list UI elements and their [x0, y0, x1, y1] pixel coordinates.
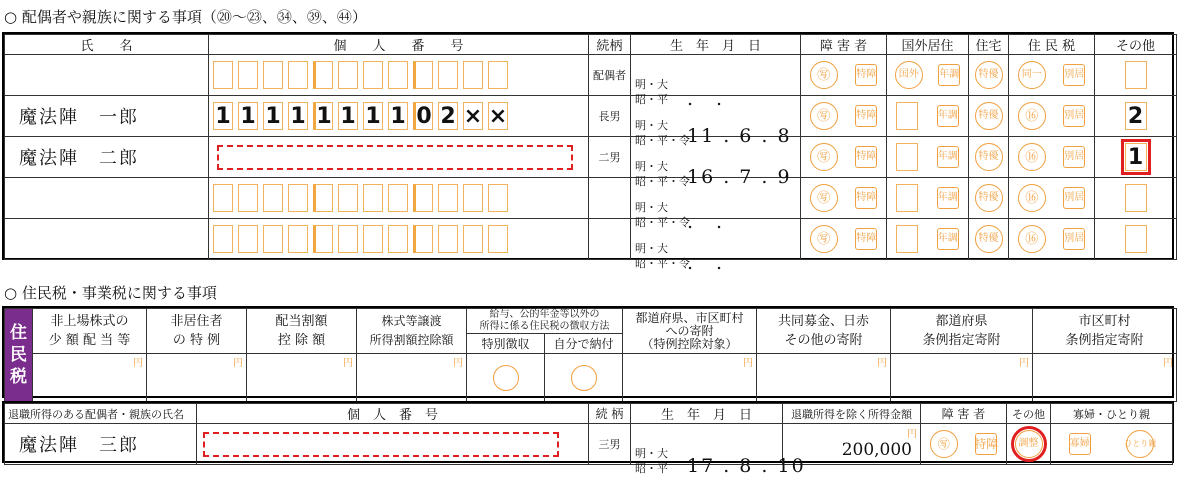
family-row: [5, 178, 1177, 219]
digit-cell[interactable]: 1: [263, 102, 283, 130]
digit-cell[interactable]: [238, 61, 258, 89]
special-disability-mark[interactable]: 特障: [855, 146, 877, 168]
digit-cell[interactable]: [263, 61, 283, 89]
digit-cell[interactable]: [413, 61, 433, 89]
family-relation[interactable]: 長男: [589, 96, 631, 137]
special-collection-circle[interactable]: [493, 365, 519, 391]
header-collection-method: 給与、公的年金等以外の 所得に係る住民税の徴収方法: [467, 309, 623, 334]
disability-mark[interactable]: ㊢: [810, 61, 838, 89]
other-value[interactable]: [1125, 225, 1147, 253]
era-top: 明・大: [635, 119, 668, 132]
self-payment-circle[interactable]: [571, 365, 597, 391]
marks-d-field[interactable]: [1009, 55, 1095, 96]
other-value[interactable]: 1: [1125, 143, 1147, 171]
family-row: [5, 219, 1177, 260]
digit-cell[interactable]: [388, 225, 408, 253]
digit-cell[interactable]: 1: [213, 102, 233, 130]
year-end-mark[interactable]: 年調: [937, 146, 959, 168]
marks-d-field[interactable]: [1009, 219, 1095, 260]
widow-mark[interactable]: 寡婦: [1069, 433, 1091, 455]
separate-mark[interactable]: 別居: [1063, 228, 1085, 250]
marks-b-field[interactable]: [887, 178, 969, 219]
marks-c-field[interactable]: [969, 137, 1009, 178]
family-name[interactable]: [5, 55, 209, 96]
digit-cell[interactable]: [263, 184, 283, 212]
family-other-field[interactable]: [1095, 137, 1177, 178]
retiree-name[interactable]: 魔法陣 三郎: [5, 424, 197, 465]
header-retiree-birthdate: 生 年 月 日: [631, 404, 783, 424]
retiree-era-top: 明・大: [635, 447, 668, 460]
family-name[interactable]: 魔法陣 二郎: [5, 137, 209, 178]
header-hometown-donation: 都道府県、市区町村 への寄附 （特例控除対象）: [623, 309, 757, 354]
digit-cell[interactable]: 1: [363, 102, 383, 130]
abroad-mark[interactable]: [896, 143, 918, 171]
era-bottom: 昭・平・令: [635, 216, 690, 229]
marks-a-field[interactable]: [801, 55, 887, 96]
header-retiree-number: 個 人 番 号: [197, 404, 589, 424]
other-value[interactable]: [1125, 184, 1147, 212]
header-self-payment: 自分で納付: [545, 334, 623, 354]
housing-special-mark[interactable]: 特優: [975, 225, 1003, 253]
digit-cell[interactable]: ×: [463, 103, 483, 129]
header-retiree-widow: 寡婦・ひとり親: [1051, 404, 1173, 424]
family-row: [5, 96, 1177, 137]
year-end-mark[interactable]: 年調: [937, 228, 959, 250]
marks-a-field[interactable]: [801, 219, 887, 260]
retiree-income-field[interactable]: [783, 424, 921, 465]
separate-mark[interactable]: 別居: [1063, 64, 1085, 86]
retiree-number-field[interactable]: [197, 424, 589, 465]
city-donation-field[interactable]: 円: [1033, 354, 1177, 402]
family-other-field[interactable]: [1095, 178, 1177, 219]
digit-cell[interactable]: [388, 61, 408, 89]
marks-c-field[interactable]: [969, 178, 1009, 219]
marks-d-field[interactable]: [1009, 96, 1095, 137]
header-housing: 住宅: [969, 35, 1009, 55]
abroad-mark[interactable]: [896, 225, 918, 253]
marks-a-field[interactable]: [801, 137, 887, 178]
retiree-relation[interactable]: 三男: [589, 424, 631, 465]
abroad-mark[interactable]: [896, 184, 918, 212]
family-number-field[interactable]: [209, 219, 589, 260]
stock-transfer-field[interactable]: 円: [357, 354, 467, 402]
header-birthdate: 生 年 月 日: [631, 35, 801, 55]
digit-cell[interactable]: [213, 61, 233, 89]
header-retiree-income: 退職所得を除く所得金額: [783, 404, 921, 424]
digit-cell[interactable]: [488, 184, 508, 212]
header-abroad: 国外居住: [887, 35, 969, 55]
digit-cell[interactable]: [338, 225, 358, 253]
digit-cell[interactable]: [438, 61, 458, 89]
family-row: [5, 55, 1177, 96]
digit-cell[interactable]: [463, 184, 483, 212]
digit-cell[interactable]: [313, 61, 333, 89]
disability-mark[interactable]: ㊢: [810, 102, 838, 130]
self-payment-field[interactable]: [545, 354, 623, 402]
family-other-field[interactable]: [1095, 96, 1177, 137]
header-disability: 障 害 者: [801, 35, 887, 55]
family-relation[interactable]: 二男: [589, 137, 631, 178]
family-other-field[interactable]: [1095, 219, 1177, 260]
digit-cell[interactable]: [388, 184, 408, 212]
disability-mark[interactable]: ㊢: [930, 430, 958, 458]
digit-cell[interactable]: 1: [388, 102, 408, 130]
retiree-income-value: 200,000: [841, 440, 912, 460]
family-name[interactable]: [5, 178, 209, 219]
family-relation[interactable]: [589, 178, 631, 219]
single-parent-mark[interactable]: ひとり親: [1126, 430, 1154, 458]
marks-b-field[interactable]: [887, 219, 969, 260]
retiree-era-bottom: 昭・平: [635, 462, 668, 475]
retiree-birthdate[interactable]: [631, 424, 806, 477]
header-retiree-disability: 障 害 者: [921, 404, 1007, 424]
digit-cell[interactable]: [413, 225, 433, 253]
section2-title: ○ 住民税・事業税に関する事項: [4, 284, 217, 302]
date-value: 11 . 6 . 8: [687, 125, 792, 147]
digit-cell[interactable]: 1: [288, 102, 308, 130]
year-end-mark[interactable]: 年調: [937, 187, 959, 209]
disability-mark[interactable]: ㊢: [810, 184, 838, 212]
digit-cell[interactable]: [438, 225, 458, 253]
year-end-mark[interactable]: 年調: [938, 64, 960, 86]
family-relation[interactable]: [589, 219, 631, 260]
date-value: . .: [687, 211, 725, 233]
same-household-mark[interactable]: ⑯: [1018, 225, 1046, 253]
header-stock-transfer: 株式等譲渡 所得割額控除額: [357, 309, 467, 354]
retiree-date-value: 17 . 8 . 10: [687, 455, 806, 477]
marks-d-field[interactable]: [1009, 137, 1095, 178]
digit-cell[interactable]: [413, 184, 433, 212]
era-bottom: 昭・平・令: [635, 175, 690, 188]
housing-special-mark[interactable]: 特優: [975, 143, 1003, 171]
digit-cell[interactable]: [363, 225, 383, 253]
special-disability-mark[interactable]: 特障: [855, 64, 877, 86]
header-retiree-relation: 続 柄: [589, 404, 631, 424]
header-name: 氏 名: [5, 35, 209, 55]
date-value: . .: [687, 252, 725, 274]
abroad-mark[interactable]: [896, 102, 918, 130]
era-bottom: 昭・平: [635, 93, 668, 106]
marks-b-field[interactable]: [887, 137, 969, 178]
family-birthdate[interactable]: [631, 55, 801, 110]
marks-a-field[interactable]: [801, 178, 887, 219]
special-disability-mark[interactable]: 特障: [975, 433, 997, 455]
same-household-mark[interactable]: ⑯: [1018, 143, 1046, 171]
digit-cell[interactable]: [238, 184, 258, 212]
year-end-mark[interactable]: 年調: [937, 105, 959, 127]
era-top: 明・大: [635, 160, 668, 173]
retirement-income-table: [2, 401, 1174, 477]
marks-b-field[interactable]: [887, 55, 969, 96]
digit-cell[interactable]: [488, 225, 508, 253]
header-other: その他: [1095, 35, 1177, 55]
non-resident-field[interactable]: 円: [147, 354, 247, 402]
family-name[interactable]: 魔法陣 一郎: [5, 96, 209, 137]
era-top: 明・大: [635, 78, 668, 91]
digit-cell[interactable]: [313, 184, 333, 212]
header-retiree-name: 退職所得のある配偶者・親族の氏名: [5, 404, 197, 424]
era-top: 明・大: [635, 242, 668, 255]
separate-mark[interactable]: 別居: [1063, 105, 1085, 127]
retiree-other-field[interactable]: [1007, 424, 1051, 465]
housing-special-mark[interactable]: 特優: [975, 102, 1003, 130]
era-top: 明・大: [635, 201, 668, 214]
small-dividend-field[interactable]: 円: [33, 354, 147, 402]
date-value: . .: [687, 88, 725, 110]
family-number-field[interactable]: [209, 178, 589, 219]
family-relation[interactable]: 配偶者: [589, 55, 631, 96]
digit-cell[interactable]: [488, 61, 508, 89]
special-disability-mark[interactable]: 特障: [855, 105, 877, 127]
digit-cell[interactable]: [338, 61, 358, 89]
digit-cell[interactable]: [363, 61, 383, 89]
header-prefecture-donation: 都道府県 条例指定寄附: [891, 309, 1033, 354]
resident-tax-label: 住 民 税: [5, 309, 33, 402]
digit-cell[interactable]: [438, 184, 458, 212]
digit-cell[interactable]: [263, 225, 283, 253]
family-number-field[interactable]: [209, 55, 589, 96]
digit-cell[interactable]: 0: [413, 102, 433, 130]
era-bottom: 昭・平・令: [635, 134, 690, 147]
header-resident-tax: 住 民 税: [1009, 35, 1095, 55]
marks-b-field[interactable]: [887, 96, 969, 137]
header-relation: 続柄: [589, 35, 631, 55]
community-chest-field[interactable]: 円: [757, 354, 891, 402]
digit-cell[interactable]: [313, 225, 333, 253]
header-dividend-deduction: 配当割額 控 除 額: [247, 309, 357, 354]
housing-special-mark[interactable]: 特優: [975, 184, 1003, 212]
header-small-dividend: 非上場株式の 少 額 配 当 等: [33, 309, 147, 354]
disability-mark[interactable]: ㊢: [810, 143, 838, 171]
number-highlight: [217, 145, 573, 170]
other-value[interactable]: [1125, 61, 1147, 89]
digit-cell[interactable]: [213, 225, 233, 253]
section1-title: ○ 配偶者や親族に関する事項（⑳～㉓、㉞、㊴、㊹）: [4, 8, 367, 26]
digit-cell[interactable]: [363, 184, 383, 212]
same-household-mark[interactable]: 同一: [1018, 61, 1046, 89]
family-other-field[interactable]: [1095, 55, 1177, 96]
retiree-income-yen: 円: [907, 429, 917, 440]
marks-d-field[interactable]: [1009, 178, 1095, 219]
digit-cell[interactable]: 1: [338, 102, 358, 130]
marks-c-field[interactable]: [969, 219, 1009, 260]
marks-c-field[interactable]: [969, 96, 1009, 137]
header-number: 個 人 番 号: [209, 35, 589, 55]
digit-cell[interactable]: 2: [438, 102, 458, 130]
special-collection-field[interactable]: [467, 354, 545, 402]
digit-cell[interactable]: [238, 225, 258, 253]
digit-cell[interactable]: [463, 225, 483, 253]
header-community-chest: 共同募金、日赤 その他の寄附: [757, 309, 891, 354]
digit-cell[interactable]: 1: [238, 102, 258, 130]
adjustment-mark[interactable]: 調整: [1015, 430, 1043, 458]
abroad-mark[interactable]: 国外: [895, 61, 923, 89]
header-city-donation: 市区町村 条例指定寄附: [1033, 309, 1177, 354]
housing-special-mark[interactable]: 特優: [975, 61, 1003, 89]
retiree-disability-field[interactable]: [921, 424, 1007, 465]
marks-c-field[interactable]: [969, 55, 1009, 96]
header-non-resident: 非居住者 の 特 例: [147, 309, 247, 354]
digit-cell[interactable]: ×: [488, 103, 508, 129]
disability-mark[interactable]: ㊢: [810, 225, 838, 253]
header-special-collection: 特別徴収: [467, 334, 545, 354]
digit-cell[interactable]: [288, 61, 308, 89]
family-table: [2, 32, 1174, 274]
same-household-mark[interactable]: ⑯: [1018, 184, 1046, 212]
special-disability-mark[interactable]: 特障: [855, 228, 877, 250]
digit-cell[interactable]: [338, 184, 358, 212]
same-household-mark[interactable]: ⑯: [1018, 102, 1046, 130]
separate-mark[interactable]: 別居: [1063, 146, 1085, 168]
family-row: [5, 137, 1177, 178]
hometown-donation-field[interactable]: 円: [623, 354, 757, 402]
era-bottom: 昭・平・令: [635, 257, 690, 270]
digit-cell[interactable]: 1: [313, 102, 333, 130]
date-value: 16 . 7 . 9: [687, 166, 792, 188]
digit-cell[interactable]: [213, 184, 233, 212]
marks-a-field[interactable]: [801, 96, 887, 137]
retiree-widow-field[interactable]: [1051, 424, 1173, 465]
digit-cell[interactable]: [288, 225, 308, 253]
family-number-field[interactable]: [209, 137, 589, 178]
dividend-deduction-field[interactable]: 円: [247, 354, 357, 402]
digit-cell[interactable]: [288, 184, 308, 212]
prefecture-donation-field[interactable]: 円: [891, 354, 1033, 402]
resident-tax-table: [2, 306, 1174, 398]
header-retiree-other: その他: [1007, 404, 1051, 424]
family-name[interactable]: [5, 219, 209, 260]
separate-mark[interactable]: 別居: [1063, 187, 1085, 209]
family-number-field[interactable]: [209, 96, 589, 137]
special-disability-mark[interactable]: 特障: [855, 187, 877, 209]
retiree-number-highlight: [203, 432, 559, 457]
other-value[interactable]: 2: [1125, 102, 1147, 130]
digit-cell[interactable]: [463, 61, 483, 89]
